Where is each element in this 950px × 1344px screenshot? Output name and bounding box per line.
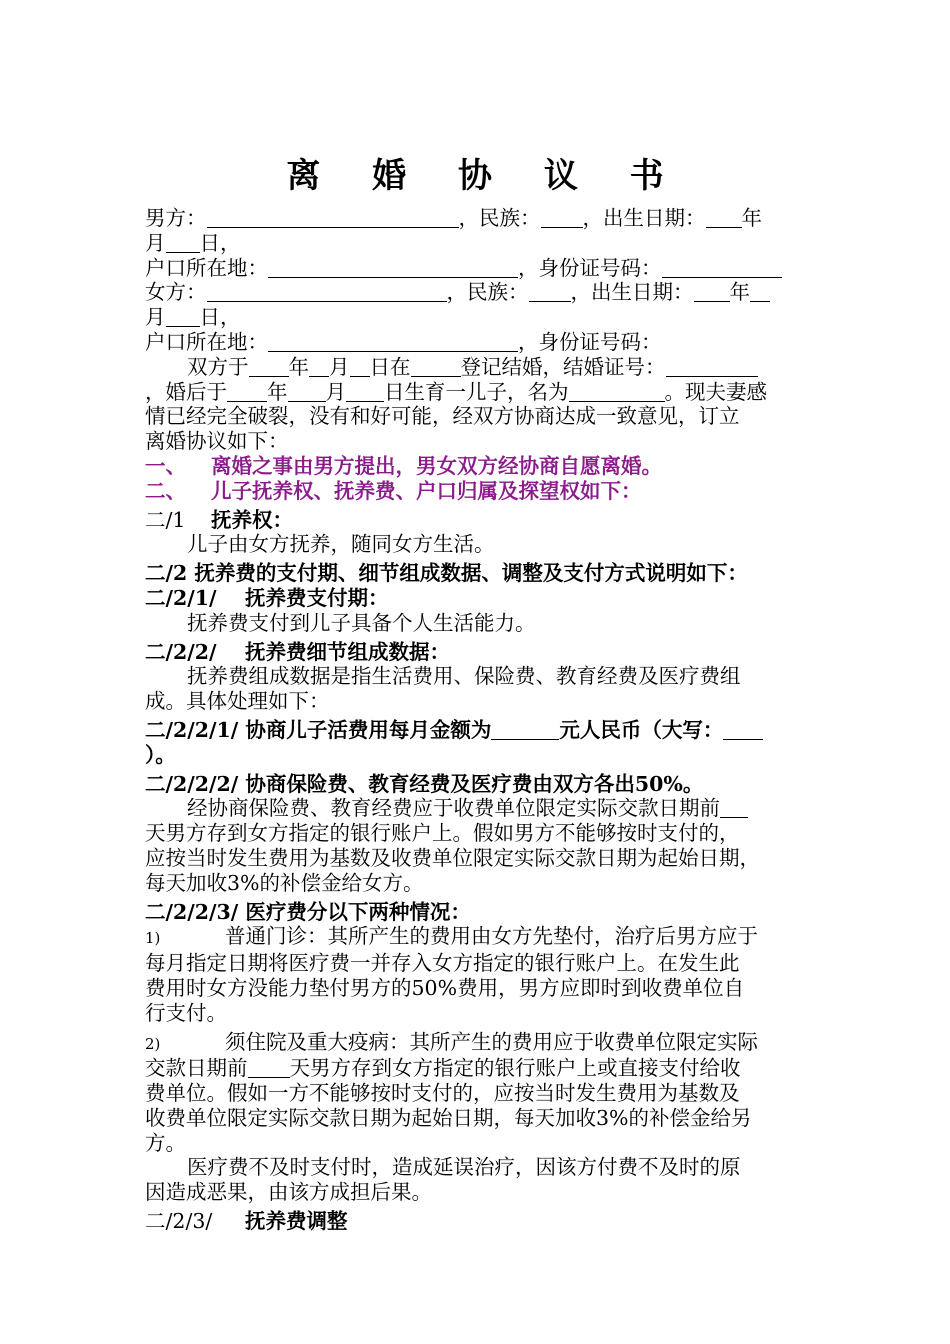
medical-item-1-line-1	[145, 924, 805, 951]
hospital-days-blank[interactable]	[248, 1057, 290, 1078]
year-label: 年	[729, 280, 750, 305]
female-hukou-label: 户口所在地：	[145, 329, 268, 354]
birth-year-blank[interactable]	[227, 381, 267, 402]
section-number: 二/1	[145, 507, 186, 532]
male-hukou-blank[interactable]	[268, 257, 518, 278]
medical-item-2-line-4: 收费单位限定实际交款日期为起始日期，每天加收3%的补偿金给另	[145, 1105, 752, 1130]
section-2-2: 二/2 抚养费的支付期、细节组成数据、调整及支付方式说明如下：	[145, 561, 748, 586]
male-id-blank[interactable]	[662, 257, 782, 278]
year-label: 年	[288, 354, 309, 379]
list-number: 1)	[145, 929, 161, 948]
document-page	[145, 150, 805, 1234]
son-name-blank[interactable]	[569, 381, 665, 402]
intro-text: 。现夫妻感	[664, 379, 767, 404]
female-info-line	[145, 280, 805, 305]
male-hukou-label: 户口所在地：	[145, 255, 268, 280]
intro-text: 日生育一儿子，名为	[384, 379, 569, 404]
month-label: 月	[145, 230, 166, 255]
marriage-place-blank[interactable]	[411, 356, 461, 377]
body-text: 天男方存到女方指定的银行账户上或直接支付给收	[289, 1056, 741, 1081]
section-2-2-2-3: 二/2/2/3/ 医疗费分以下两种情况：	[145, 899, 471, 924]
year-label: 年	[267, 379, 288, 404]
medical-tail-2: 因造成恶果，由该方成担后果。	[145, 1180, 432, 1205]
intro-line-4: 离婚协议如下：	[145, 429, 289, 454]
section-2-2-1-body: 抚养费支付到儿子具备个人生活能力。	[187, 610, 536, 635]
section-2-2-3	[145, 1209, 805, 1234]
month-label: 月	[325, 379, 346, 404]
male-hukou-line	[145, 256, 805, 281]
section-2-2-2-2-body-3: 应按当时发生费用为基数及收费单位限定实际交款日期为起始日期，	[145, 845, 760, 870]
intro-line-1	[145, 355, 805, 380]
female-hukou-blank[interactable]	[268, 331, 518, 352]
body-text: 普通门诊：其所产生的费用由女方先垫付，治疗后男方应于	[225, 924, 758, 949]
female-id-label: ，身份证号码：	[518, 329, 662, 354]
year-label: 年	[741, 206, 762, 230]
female-birth-day-blank[interactable]	[166, 306, 200, 327]
female-birth-month-blank[interactable]	[750, 281, 770, 302]
section-text: 元人民币（大写：	[559, 717, 724, 742]
body-text: 交款日期前	[145, 1056, 248, 1081]
section-2-2-2-body-1: 抚养费组成数据是指生活费用、保险费、教育经费及医疗费组	[187, 664, 741, 689]
section-text: 离婚之事由男方提出，男女双方经协商自愿离婚。	[211, 453, 662, 478]
female-name-blank[interactable]	[207, 281, 447, 302]
section-2-2-2-1-end: ）。	[145, 742, 176, 767]
section-text: 抚养费细节组成数据：	[245, 639, 450, 664]
section-number: 二/2/2/	[145, 639, 217, 664]
medical-item-2-line-5: 方。	[145, 1130, 186, 1155]
day-label: 日，	[199, 305, 241, 330]
female-label: 女方：	[145, 280, 207, 305]
male-label: 男方：	[145, 206, 207, 230]
month-label: 月	[329, 354, 350, 379]
male-birth-day-blank[interactable]	[166, 232, 200, 253]
marriage-day-blank[interactable]	[350, 356, 370, 377]
section-2-2-1	[145, 586, 805, 611]
section-text: 抚养费支付期：	[245, 585, 389, 610]
section-text: 抚养费调整	[245, 1209, 348, 1234]
section-2-2-2-2-body-1	[145, 796, 805, 821]
section-2-1	[145, 508, 805, 533]
intro-line-3: 情已经完全破裂，没有和好可能，经双方协商达成一致意见，订立	[145, 404, 740, 429]
medical-item-2-line-1	[145, 1030, 805, 1057]
certificate-number-blank[interactable]	[666, 356, 758, 377]
intro-line-2	[145, 380, 805, 405]
medical-item-2-line-3: 费单位。假如一方不能够按时支付的，应按当时发生费用为基数及	[145, 1081, 740, 1106]
section-2-2-2-body-2: 成。具体处理如下：	[145, 689, 330, 714]
body-text: 经协商保险费、教育经费应于收费单位限定实际交款日期前	[187, 796, 720, 821]
section-text: 二/2/2/1/ 协商儿子活费用每月金额为	[145, 717, 492, 742]
male-birth-year-blank[interactable]	[706, 207, 742, 228]
list-number: 2)	[145, 1034, 161, 1053]
section-text: 抚养权：	[211, 507, 293, 532]
days-before-blank[interactable]	[720, 797, 748, 818]
document-title: 离 婚 协 议 书	[286, 156, 684, 196]
female-birth-label: ，出生日期：	[570, 280, 694, 305]
female-ethnic-label: ，民族：	[446, 280, 529, 305]
female-birth-year-blank[interactable]	[694, 281, 730, 302]
section-number: 二/2/3/	[145, 1209, 213, 1234]
section-2-2-2-2-body-4: 每天加收3%的补偿金给女方。	[145, 870, 424, 895]
medical-item-1-line-2: 每月指定日期将医疗费一并存入女方指定的银行账户上。在发生此	[145, 951, 740, 976]
section-text: 儿子抚养权、抚养费、户口归属及探望权如下：	[211, 478, 642, 503]
male-info-line	[145, 206, 805, 231]
monthly-amount-blank[interactable]	[491, 719, 559, 740]
section-2-2-2-2-body-2: 天男方存到女方指定的银行账户上。假如男方不能够按时支付的，	[145, 821, 740, 846]
medical-item-1-line-3: 费用时女方没能力垫付男方的50%费用，男方应即时到收费单位自	[145, 975, 745, 1000]
section-2-2-2-2: 二/2/2/2/ 协商保险费、教育经费及医疗费由双方各出50%。	[145, 771, 704, 796]
month-label: 月	[145, 305, 166, 330]
birth-day-blank[interactable]	[346, 381, 384, 402]
section-2-2-2	[145, 640, 805, 665]
body-text: 须住院及重大疫病：其所产生的费用应于收费单位限定实际	[225, 1029, 758, 1054]
male-name-blank[interactable]	[207, 207, 459, 228]
section-1	[145, 454, 805, 479]
male-id-label: ，身份证号码：	[518, 255, 662, 280]
male-ethnic-blank[interactable]	[541, 207, 583, 228]
medical-item-1-line-4: 行支付。	[145, 1000, 227, 1025]
section-number: 一、	[145, 453, 186, 478]
section-2-2-2-1	[145, 718, 805, 743]
day-label: 日，	[199, 230, 241, 255]
day-label: 日在	[369, 354, 411, 379]
male-ethnic-label: ，民族：	[458, 206, 541, 230]
medical-item-2-line-2	[145, 1056, 805, 1081]
amount-uppercase-blank[interactable]	[723, 719, 763, 740]
section-number: 二/2/1/	[145, 585, 217, 610]
birth-month-blank[interactable]	[288, 381, 326, 402]
section-2	[145, 479, 805, 504]
female-ethnic-blank[interactable]	[529, 281, 571, 302]
male-birth-label: ，出生日期：	[582, 206, 706, 230]
intro-text: ，婚后于	[145, 379, 227, 404]
certificate-label: 登记结婚，结婚证号：	[460, 354, 666, 379]
section-number: 二、	[145, 478, 186, 503]
male-birth-line	[145, 231, 805, 256]
marriage-month-blank[interactable]	[309, 356, 329, 377]
section-2-1-body: 儿子由女方抚养，随同女方生活。	[187, 532, 495, 557]
medical-tail-1: 医疗费不及时支付时，造成延误治疗，因该方付费不及时的原	[187, 1155, 741, 1180]
female-birth-line	[145, 305, 805, 330]
female-hukou-line	[145, 330, 805, 355]
marriage-year-blank[interactable]	[249, 356, 289, 377]
intro-text: 双方于	[187, 354, 249, 379]
